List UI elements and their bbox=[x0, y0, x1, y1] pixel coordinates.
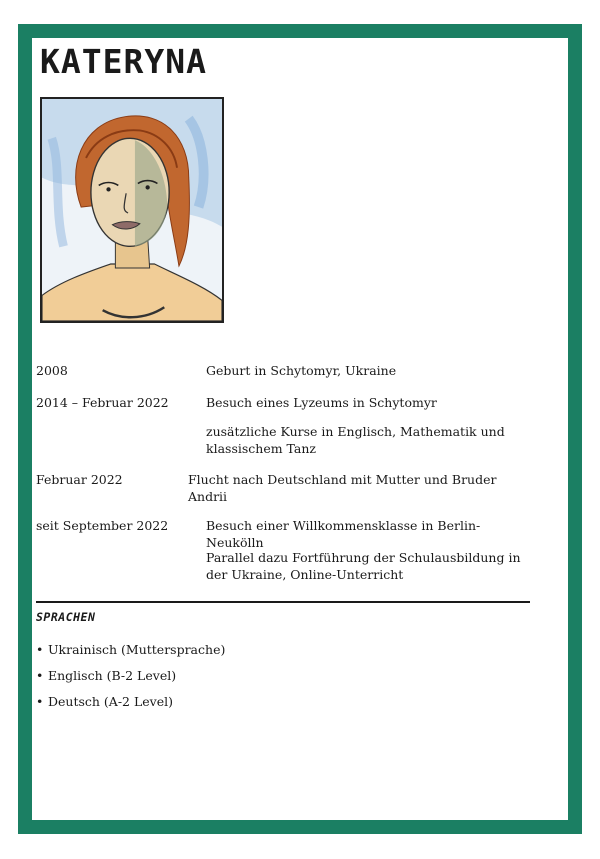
page-title: KATERYNA bbox=[40, 42, 207, 81]
language-label: Ukrainisch (Muttersprache) bbox=[48, 642, 226, 657]
timeline-desc: Parallel dazu Fortführung der Schulausbildung in der Ukraine, Online-Unterricht bbox=[206, 550, 521, 582]
language-label: Englisch (B-2 Level) bbox=[48, 668, 177, 683]
portrait-illustration bbox=[42, 99, 222, 321]
language-item bbox=[36, 667, 225, 693]
languages-heading: SPRACHEN bbox=[36, 610, 96, 624]
section-divider bbox=[36, 601, 530, 603]
timeline-desc: zusätzliche Kurse in Englisch, Mathematik und klassischem Tanz bbox=[206, 424, 505, 456]
timeline-desc: Flucht nach Deutschland mit Mutter und Bruder Andrii bbox=[188, 472, 497, 504]
language-label: Deutsch (A-2 Level) bbox=[48, 694, 174, 709]
language-item bbox=[36, 693, 225, 719]
timeline-date: 2014 – Februar 2022 bbox=[36, 395, 169, 410]
language-item bbox=[36, 641, 225, 667]
timeline-desc: Besuch eines Lyzeums in Schytomyr bbox=[206, 395, 437, 410]
languages-list bbox=[36, 641, 225, 719]
bullet-icon: • bbox=[36, 694, 44, 709]
timeline-desc: Geburt in Schytomyr, Ukraine bbox=[206, 363, 397, 378]
timeline-date: 2008 bbox=[36, 363, 68, 378]
portrait-image bbox=[40, 97, 224, 323]
timeline-date: Februar 2022 bbox=[36, 472, 123, 487]
timeline-date: seit September 2022 bbox=[36, 518, 169, 533]
bullet-icon: • bbox=[36, 642, 44, 657]
timeline-desc: Besuch einer Willkommensklasse in Berlin-Neukölln bbox=[206, 518, 481, 550]
bullet-icon: • bbox=[36, 668, 44, 683]
